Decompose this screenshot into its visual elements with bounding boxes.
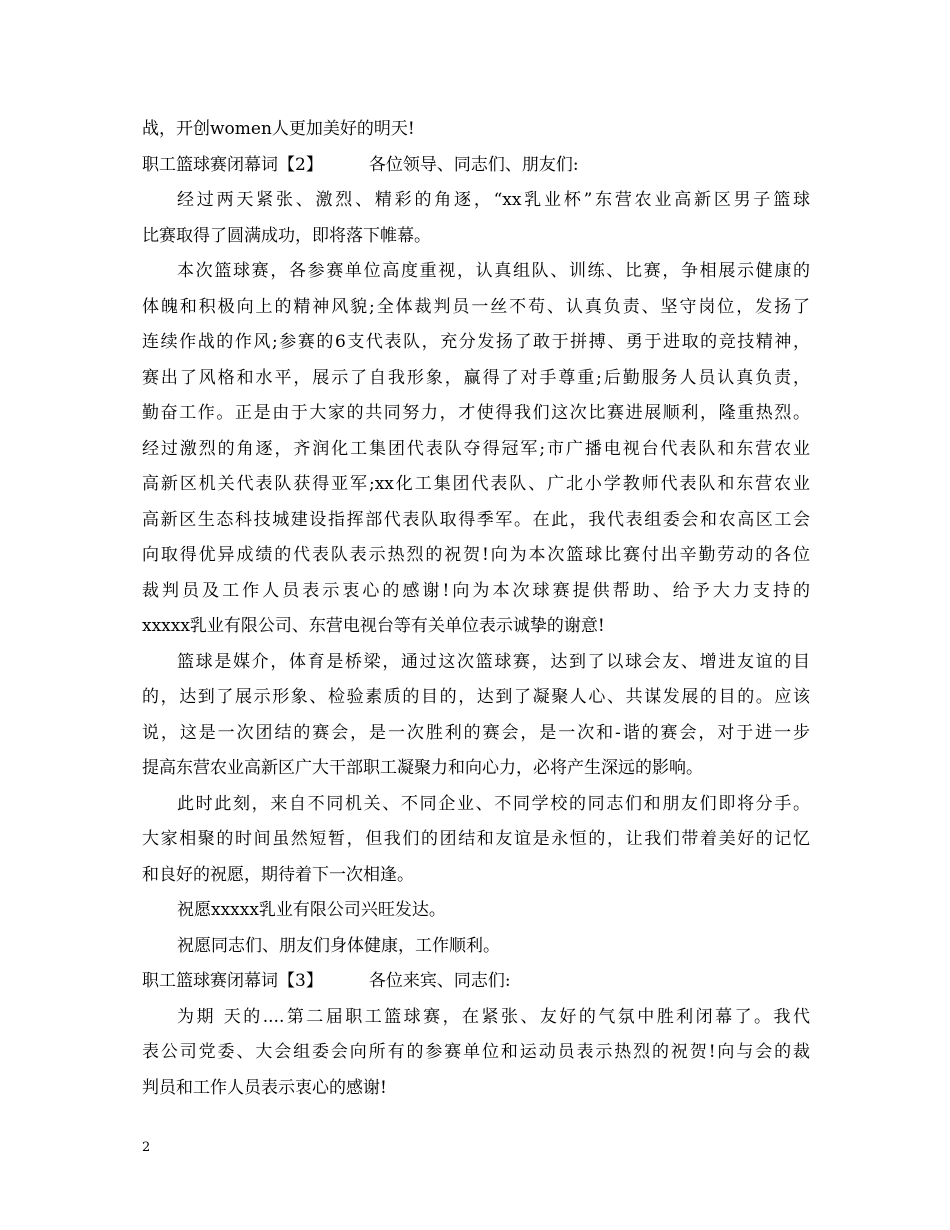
paragraph-line: 说，这是一次团结的赛会，是一次胜利的赛会，是一次和-谐的赛会，对于进一步	[142, 723, 810, 743]
paragraph-line: 比赛取得了圆满成功，即将落下帷幕。	[142, 226, 431, 246]
paragraph-line: 高新区机关代表队获得亚军;xx化工集团代表队、广北小学教师代表队和东营农业	[142, 474, 810, 494]
page-number: 2	[142, 1140, 151, 1155]
paragraph-line: 向取得优异成绩的代表队表示热烈的祝贺!向为本次篮球比赛付出辛勤劳动的各位	[142, 545, 810, 565]
heading-salutation: 各位领导、同志们、朋友们:	[368, 155, 579, 175]
section-heading	[142, 971, 511, 991]
paragraph-line: 大家相聚的时间虽然短暂，但我们的团结和友谊是永恒的，让我们带着美好的记忆	[142, 829, 810, 849]
paragraph-line: 和良好的祝愿，期待着下一次相逢。	[142, 865, 414, 885]
paragraph-line: 高新区生态科技城建设指挥部代表队取得季军。在此，我代表组委会和农高区工会	[142, 510, 810, 530]
heading-title: 职工篮球赛闭幕词【2】	[142, 155, 323, 175]
paragraph-line: 体魄和积极向上的精神风貌;全体裁判员一丝不苟、认真负责、坚守岗位，发扬了	[142, 297, 810, 317]
heading-title: 职工篮球赛闭幕词【3】	[142, 971, 323, 991]
paragraph-line: 赛出了风格和水平，展示了自我形象，赢得了对手尊重;后勤服务人员认真负责，	[142, 368, 810, 388]
paragraph-line: 本次篮球赛，各参赛单位高度重视，认真组队、训练、比赛，争相展示健康的	[177, 261, 810, 281]
paragraph-line: 经过两天紧张、激烈、精彩的角逐，“xx乳业杯”东营农业高新区男子篮球	[177, 190, 810, 210]
paragraph-line: xxxxx乳业有限公司、东营电视台等有关单位表示诚挚的谢意!	[142, 616, 605, 636]
paragraph-line: 勤奋工作。正是由于大家的共同努力，才使得我们这次比赛进展顺利，隆重热烈。	[142, 403, 810, 423]
paragraph-line: 经过激烈的角逐，齐润化工集团代表队夺得冠军;市广播电视台代表队和东营农业	[142, 439, 810, 459]
heading-salutation: 各位来宾、同志们:	[368, 971, 511, 991]
paragraph-line: 表公司党委、大会组委会向所有的参赛单位和运动员表示热烈的祝贺!向与会的裁	[142, 1042, 810, 1062]
paragraph-line: 战，开创women人更加美好的明天!	[142, 119, 415, 139]
paragraph-line: 祝愿xxxxx乳业有限公司兴旺发达。	[177, 900, 446, 920]
section-heading	[142, 155, 579, 175]
paragraph-line: 篮球是媒介，体育是桥梁，通过这次篮球赛，达到了以球会友、增进友谊的目	[177, 652, 810, 672]
paragraph-line: 祝愿同志们、朋友们身体健康，工作顺利。	[177, 936, 500, 956]
paragraph-line: 为期 天的....第二届职工篮球赛，在紧张、友好的气氛中胜利闭幕了。我代	[177, 1007, 810, 1027]
paragraph-line: 的，达到了展示形象、检验素质的目的，达到了凝聚人心、共谋发展的目的。应该	[142, 687, 810, 707]
paragraph-line: 连续作战的作风;参赛的6支代表队，充分发扬了敢于拼搏、勇于进取的竞技精神，	[142, 332, 810, 352]
paragraph-line: 提高东营农业高新区广大干部职工凝聚力和向心力，必将产生深远的影响。	[142, 758, 703, 778]
paragraph-line: 裁判员及工作人员表示衷心的感谢!向为本次球赛提供帮助、给予大力支持的	[142, 581, 810, 601]
paragraph-line: 判员和工作人员表示衷心的感谢!	[142, 1078, 387, 1098]
paragraph-line: 此时此刻，来自不同机关、不同企业、不同学校的同志们和朋友们即将分手。	[177, 794, 810, 814]
